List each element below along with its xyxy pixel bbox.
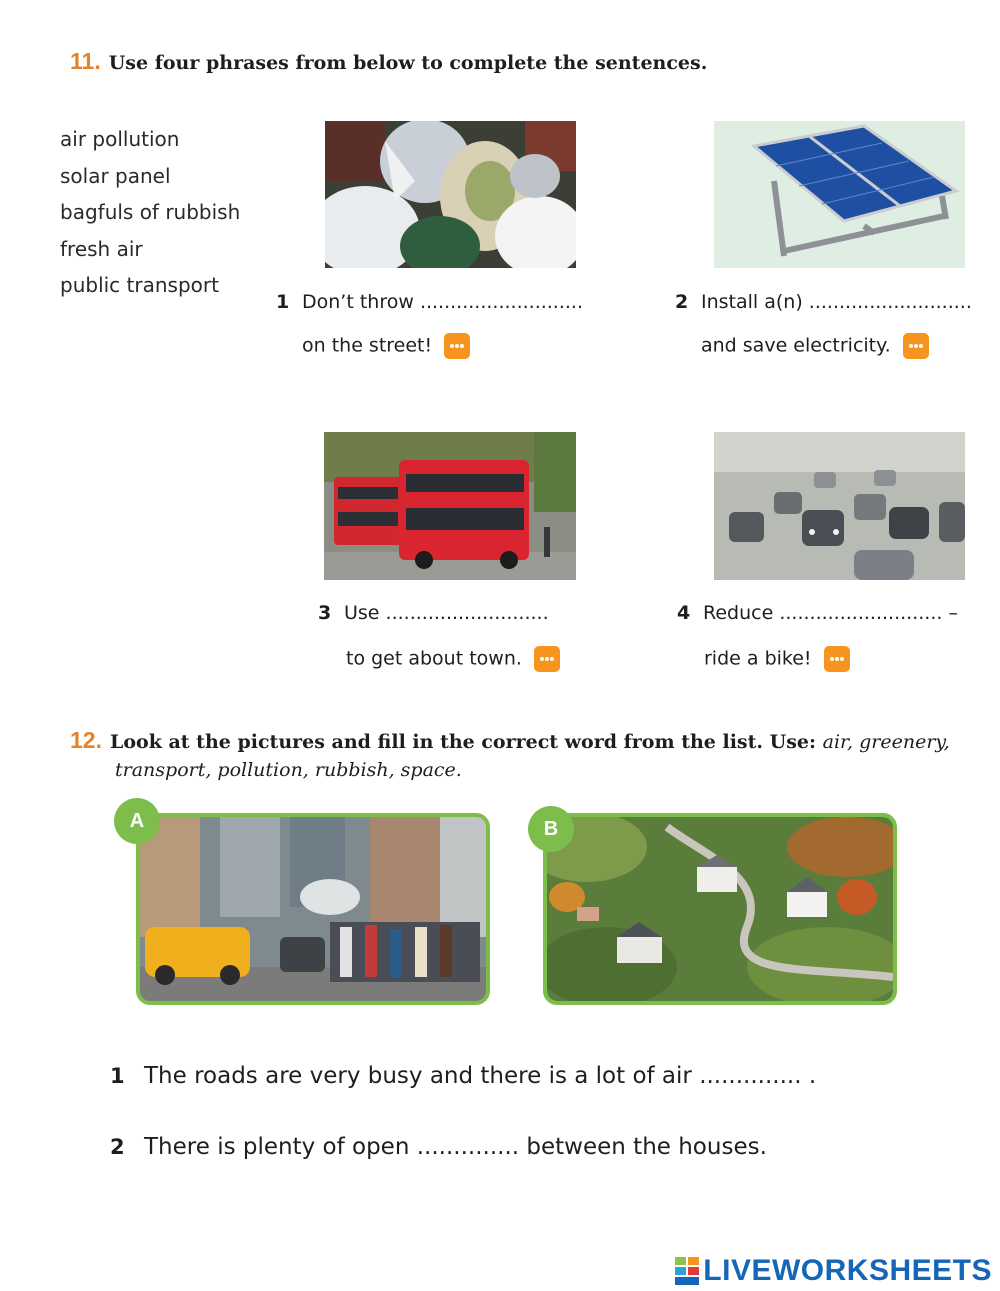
phrase-item: public transport bbox=[60, 273, 219, 298]
sentence-3-continuation bbox=[346, 646, 560, 672]
sentence-2 bbox=[675, 290, 972, 314]
answer-blank[interactable]: ........................... bbox=[385, 602, 549, 624]
more-options-button[interactable] bbox=[824, 646, 850, 672]
sentence-number: 3 bbox=[318, 602, 332, 624]
logo-icon bbox=[675, 1257, 701, 1285]
liveworksheets-logo bbox=[675, 1254, 992, 1288]
sentence-text: on the street! bbox=[302, 334, 433, 357]
exercise-11-instruction: Use four phrases from below to complete the sentences. bbox=[108, 52, 708, 74]
question-text: The roads are very busy and there is a lot of air bbox=[144, 1063, 692, 1089]
question-tail: . bbox=[801, 1063, 817, 1089]
phrase-list bbox=[60, 121, 240, 304]
sentence-text: Reduce bbox=[703, 602, 774, 624]
solar-panel-image bbox=[714, 121, 965, 268]
question-1 bbox=[110, 1063, 816, 1089]
answer-blank[interactable]: .............. bbox=[416, 1134, 520, 1160]
sentence-2-continuation bbox=[701, 333, 929, 359]
more-options-button[interactable] bbox=[903, 333, 929, 359]
city-street-image bbox=[136, 813, 490, 1005]
phrase-item: bagfuls of rubbish bbox=[60, 200, 241, 225]
sentence-number: 2 bbox=[675, 291, 689, 313]
word-list: air, greenery, bbox=[822, 731, 950, 753]
sentence-4 bbox=[677, 601, 958, 625]
exercise-11-number: 11. bbox=[70, 48, 101, 74]
phrase-item: air pollution bbox=[60, 127, 180, 151]
answer-blank[interactable]: ........................... bbox=[779, 602, 943, 624]
question-tail: between the houses. bbox=[519, 1134, 767, 1160]
exercise-12-title-line2 bbox=[115, 759, 462, 781]
exercise-12-instruction: Look at the pictures and fill in the correct word from the list. Use: bbox=[109, 731, 816, 753]
word-list: transport, pollution, rubbish, space. bbox=[115, 759, 462, 781]
sentence-text: Use bbox=[344, 602, 380, 624]
sentence-1 bbox=[276, 290, 583, 314]
answer-blank[interactable]: ........................... bbox=[419, 291, 584, 313]
sentence-text: and save electricity. bbox=[701, 334, 891, 357]
red-buses-image bbox=[324, 432, 576, 580]
exercise-11-title bbox=[70, 48, 707, 75]
exercise-12-number: 12. bbox=[70, 727, 102, 753]
sentence-tail: – bbox=[942, 602, 958, 624]
traffic-smog-image bbox=[714, 432, 965, 580]
exercise-12-title bbox=[70, 727, 950, 754]
image-badge-a: A bbox=[114, 798, 160, 844]
rubbish-bags-image bbox=[325, 121, 576, 268]
sentence-number: 1 bbox=[276, 291, 290, 313]
question-number: 2 bbox=[110, 1135, 125, 1159]
sentence-4-continuation bbox=[704, 646, 850, 672]
sentence-text: Don’t throw bbox=[302, 291, 414, 313]
question-2 bbox=[110, 1134, 767, 1160]
question-number: 1 bbox=[110, 1064, 125, 1088]
sentence-3 bbox=[318, 601, 549, 625]
answer-blank[interactable]: ........................... bbox=[808, 291, 972, 313]
phrase-item: fresh air bbox=[60, 236, 143, 261]
sentence-text: ride a bike! bbox=[704, 647, 812, 670]
sentence-text: to get about town. bbox=[346, 647, 522, 670]
countryside-image bbox=[543, 813, 897, 1005]
answer-blank[interactable]: .............. bbox=[699, 1063, 802, 1089]
image-badge-b: B bbox=[528, 806, 574, 852]
question-text: There is plenty of open bbox=[144, 1134, 410, 1160]
phrase-item: solar panel bbox=[60, 163, 171, 188]
logo-text: LIVEWORKSHEETS bbox=[703, 1254, 992, 1287]
sentence-number: 4 bbox=[677, 602, 691, 624]
more-options-button[interactable] bbox=[534, 646, 560, 672]
sentence-1-continuation bbox=[302, 333, 470, 359]
more-options-button[interactable] bbox=[444, 333, 470, 359]
sentence-text: Install a(n) bbox=[701, 291, 803, 313]
